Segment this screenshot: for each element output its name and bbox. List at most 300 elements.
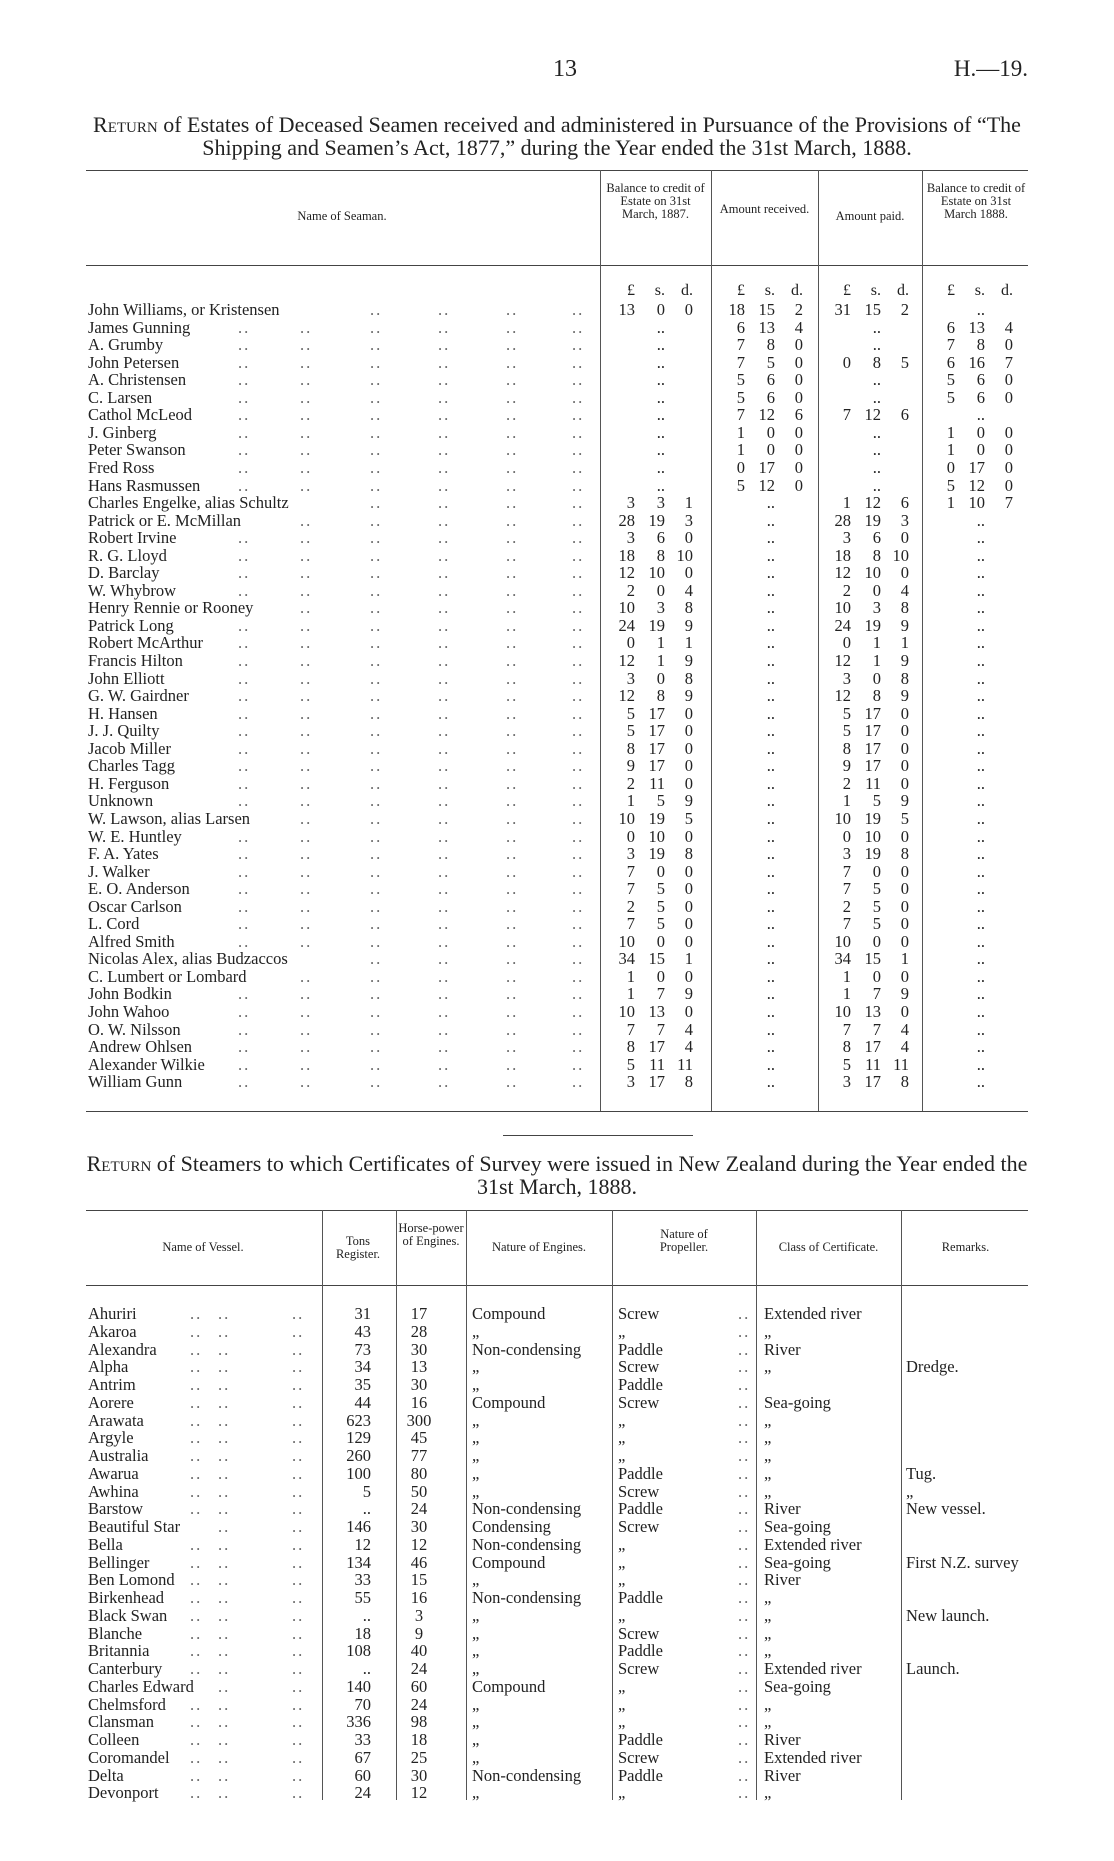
leader-dots: .. [218, 1730, 231, 1749]
balance-1888-value: .. [976, 668, 985, 688]
amount-paid-value: 1 [872, 633, 881, 653]
steamers-col-hp-header: Horse-power of Engines. [398, 1221, 464, 1248]
vessel-name: Argyle [88, 1428, 134, 1448]
balance-1887-value: 9 [684, 615, 693, 635]
leader-dots: .. [438, 1037, 451, 1057]
leader-dots: .. [292, 1676, 305, 1696]
table-row [0, 512, 1114, 530]
amount-paid-value: 3 [842, 1072, 851, 1092]
tons-register: 129 [346, 1428, 371, 1448]
amount-paid-value: 31 [834, 300, 851, 319]
table-row [0, 1554, 1114, 1572]
seaman-name: Henry Rennie or Rooney [88, 598, 254, 618]
amount-paid-value: 0 [900, 861, 909, 881]
amount-paid-value: 0 [900, 528, 909, 548]
table-row [0, 828, 1114, 846]
seaman-name: Unknown [88, 791, 154, 811]
table-row [0, 1465, 1114, 1483]
tons-register: 44 [354, 1392, 371, 1412]
nature-of-propeller: Paddle [618, 1339, 663, 1359]
balance-1887-value: 9 [684, 651, 693, 670]
table-row [0, 634, 1114, 652]
amount-paid-value: 17 [864, 1072, 881, 1092]
balance-1887-value: 0 [684, 703, 693, 723]
seaman-name: R. G. Lloyd [88, 545, 167, 565]
seaman-name: Oscar Carlson [88, 896, 182, 916]
leader-dots: .. [300, 387, 313, 407]
table-row [0, 617, 1114, 635]
leader-dots: .. [300, 510, 313, 530]
leader-dots: .. [506, 844, 519, 864]
remarks: New launch. [906, 1605, 990, 1625]
balance-1887-value: 18 [618, 545, 635, 565]
seaman-name: John Bodkin [88, 984, 172, 1004]
seaman-name: John Williams, or Kristensen [88, 300, 280, 319]
balance-1888-value: 0 [1004, 370, 1013, 390]
class-of-certificate: Extended river [764, 1534, 862, 1554]
balance-1887-value: .. [656, 440, 665, 460]
amount-paid-value: 0 [900, 931, 909, 951]
balance-1887-value: 0 [656, 966, 665, 986]
leader-dots: .. [300, 651, 313, 670]
nature-of-engines: „ [472, 1410, 480, 1430]
leader-dots: .. [506, 598, 519, 618]
currency-unit: s. [974, 282, 985, 299]
balance-1887-value: 7 [626, 879, 635, 899]
nature-of-engines: „ [472, 1463, 480, 1483]
balance-1887-value: 2 [626, 773, 635, 793]
seaman-name: W. E. Huntley [88, 826, 182, 846]
balance-1887-value: 0 [684, 896, 693, 916]
vessel-name: Blanche [88, 1623, 143, 1643]
table-row [0, 810, 1114, 828]
horse-power: 9 [414, 1623, 424, 1643]
leader-dots: .. [370, 896, 383, 916]
amount-paid-value: 2 [900, 300, 909, 319]
leader-dots: .. [438, 738, 451, 758]
leader-dots: .. [300, 966, 313, 986]
balance-1888-value: 7 [1004, 352, 1013, 372]
nature-of-propeller: „ [618, 1694, 626, 1714]
balance-1887-value: .. [656, 405, 665, 425]
vessel-name: Alpha [88, 1357, 129, 1377]
balance-1888-value: 13 [968, 317, 985, 337]
balance-1888-value: 6 [976, 370, 985, 390]
amount-paid-value: 19 [864, 808, 881, 828]
leader-dots: .. [506, 440, 519, 460]
amount-received-value: 5 [736, 475, 745, 495]
amount-received-value: 0 [766, 422, 775, 442]
leader-dots: .. [438, 861, 451, 881]
class-of-certificate: River [764, 1339, 801, 1359]
leader-dots: .. [218, 1623, 231, 1643]
leader-dots: .. [572, 580, 585, 600]
leader-dots: .. [738, 1357, 751, 1377]
amount-paid-value: 0 [872, 966, 881, 986]
table-row [0, 652, 1114, 670]
tons-register: 34 [354, 1357, 371, 1377]
leader-dots: .. [190, 1499, 203, 1519]
amount-received-value: .. [766, 773, 775, 793]
balance-1888-value: 7 [1004, 493, 1013, 513]
balance-1887-value: 3 [684, 510, 693, 530]
table-row [0, 389, 1114, 407]
horse-power: 77 [410, 1446, 428, 1465]
amount-paid-value: 5 [842, 721, 851, 741]
leader-dots: .. [300, 861, 313, 881]
leader-dots: .. [292, 1304, 305, 1323]
amount-paid-value: 0 [900, 1002, 909, 1021]
amount-received-value: .. [766, 1002, 775, 1021]
leader-dots: .. [190, 1552, 203, 1572]
balance-1888-value: .. [976, 1019, 985, 1039]
balance-1888-value: .. [976, 615, 985, 635]
balance-1888-value: 0 [1004, 335, 1013, 355]
amount-paid-value: 7 [842, 405, 851, 425]
table-row [0, 582, 1114, 600]
leader-dots: .. [218, 1783, 231, 1803]
balance-1887-value: .. [656, 387, 665, 407]
seaman-name: Robert Irvine [88, 528, 177, 548]
currency-unit: d. [681, 282, 693, 299]
leader-dots: .. [438, 791, 451, 811]
balance-1888-value: .. [976, 914, 985, 934]
leader-dots: .. [506, 879, 519, 899]
currency-unit: d. [1001, 282, 1013, 299]
balance-1887-value: 1 [626, 791, 635, 811]
leader-dots: .. [506, 563, 519, 583]
amount-paid-value: 19 [864, 844, 881, 864]
leader-dots: .. [370, 984, 383, 1004]
class-of-certificate: River [764, 1765, 801, 1785]
amount-received-value: 0 [794, 387, 803, 407]
balance-1888-value: .. [976, 405, 985, 425]
leader-dots: .. [738, 1552, 751, 1572]
leader-dots: .. [572, 686, 585, 706]
leader-dots: .. [572, 475, 585, 495]
table-row [0, 1358, 1114, 1376]
tons-register: 24 [354, 1783, 371, 1803]
table-row [0, 792, 1114, 810]
leader-dots: .. [292, 1641, 305, 1661]
balance-1887-value: .. [656, 335, 665, 355]
leader-dots: .. [370, 633, 383, 653]
balance-1887-value: 7 [656, 984, 665, 1004]
nature-of-propeller: „ [618, 1428, 626, 1448]
table-row [0, 1784, 1114, 1802]
balance-1888-value: .. [976, 563, 985, 583]
estates-col-balance1888-header: Balance to credit of Estate on 31st March 1888. [926, 181, 1026, 221]
balance-1887-value: 5 [626, 721, 635, 741]
amount-paid-value: 3 [872, 598, 881, 618]
leader-dots: .. [218, 1517, 231, 1536]
balance-1887-value: 0 [684, 826, 693, 846]
leader-dots: .. [190, 1659, 203, 1678]
leader-dots: .. [370, 528, 383, 548]
amount-paid-value: 7 [842, 1019, 851, 1039]
vessel-name: Arawata [88, 1410, 144, 1430]
leader-dots: .. [238, 633, 251, 653]
leader-dots: .. [300, 1054, 313, 1074]
nature-of-engines: „ [472, 1321, 480, 1341]
table-row [0, 1518, 1114, 1536]
balance-1887-value: 19 [648, 808, 665, 828]
amount-paid-value: 10 [892, 545, 909, 565]
amount-received-value: 12 [758, 475, 775, 495]
leader-dots: .. [370, 949, 383, 969]
leader-dots: .. [370, 651, 383, 670]
leader-dots: .. [292, 1339, 305, 1359]
balance-1888-value: 0 [976, 440, 985, 460]
tons-register: 73 [354, 1339, 371, 1359]
leader-dots: .. [438, 668, 451, 688]
leader-dots: .. [370, 826, 383, 846]
leader-dots: .. [572, 1072, 585, 1092]
amount-paid-value: 9 [900, 686, 909, 706]
tons-register: .. [362, 1605, 371, 1625]
balance-1887-value: 10 [618, 1002, 635, 1021]
leader-dots: .. [292, 1605, 305, 1625]
leader-dots: .. [572, 966, 585, 986]
leader-dots: .. [300, 756, 313, 776]
class-of-certificate: „ [764, 1463, 772, 1483]
leader-dots: .. [506, 493, 519, 513]
page-number: 13 [553, 56, 577, 82]
seaman-name: James Gunning [88, 317, 191, 337]
seaman-name: Robert McArthur [88, 633, 204, 653]
leader-dots: .. [238, 738, 251, 758]
amount-received-value: .. [766, 861, 775, 881]
balance-1888-value: .. [976, 826, 985, 846]
seaman-name: Charles Tagg [88, 756, 175, 776]
leader-dots: .. [370, 493, 383, 513]
leader-dots: .. [738, 1446, 751, 1465]
leader-dots: .. [238, 1054, 251, 1074]
tons-register: 100 [346, 1463, 371, 1483]
nature-of-propeller: Paddle [618, 1588, 663, 1607]
leader-dots: .. [506, 773, 519, 793]
amount-received-value: 7 [736, 335, 745, 355]
leader-dots: .. [190, 1712, 203, 1732]
leader-dots: .. [738, 1605, 751, 1625]
table-row [0, 1323, 1114, 1341]
leader-dots: .. [572, 370, 585, 390]
balance-1888-value: 6 [946, 352, 955, 372]
leader-dots: .. [190, 1392, 203, 1412]
class-of-certificate: Sea-going [764, 1517, 831, 1536]
balance-1887-value: 17 [648, 756, 665, 776]
balance-1887-value: 17 [648, 1072, 665, 1092]
amount-received-value: .. [766, 1019, 775, 1039]
leader-dots: .. [370, 510, 383, 530]
leader-dots: .. [218, 1410, 231, 1430]
leader-dots: .. [238, 352, 251, 372]
leader-dots: .. [238, 475, 251, 495]
leader-dots: .. [238, 686, 251, 706]
seaman-name: Patrick or E. McMillan [88, 510, 242, 530]
amount-received-value: .. [766, 966, 775, 986]
leader-dots: .. [506, 826, 519, 846]
leader-dots: .. [300, 405, 313, 425]
nature-of-engines: Compound [472, 1676, 546, 1696]
balance-1888-value: 0 [1004, 387, 1013, 407]
leader-dots: .. [370, 931, 383, 951]
nature-of-propeller: „ [618, 1446, 626, 1465]
table-row [0, 1696, 1114, 1714]
nature-of-propeller: „ [618, 1605, 626, 1625]
leader-dots: .. [238, 370, 251, 390]
leader-dots: .. [218, 1446, 231, 1465]
leader-dots: .. [238, 914, 251, 934]
nature-of-propeller: „ [618, 1534, 626, 1554]
seaman-name: F. A. Yates [88, 844, 159, 864]
leader-dots: .. [300, 475, 313, 495]
leader-dots: .. [370, 598, 383, 618]
amount-paid-value: 8 [872, 352, 881, 372]
leader-dots: .. [370, 966, 383, 986]
balance-1887-value: 8 [684, 844, 693, 864]
balance-1887-value: 3 [626, 493, 635, 513]
balance-1888-value: 0 [976, 422, 985, 442]
amount-received-value: .. [766, 844, 775, 864]
leader-dots: .. [292, 1623, 305, 1643]
balance-1888-value: .. [976, 300, 985, 319]
class-of-certificate: River [764, 1570, 801, 1590]
balance-1887-value: 8 [684, 598, 693, 618]
amount-paid-value: .. [872, 335, 881, 355]
class-of-certificate: „ [764, 1783, 772, 1803]
steamers-title-lead: Return [86, 1151, 152, 1176]
leader-dots: .. [438, 984, 451, 1004]
amount-paid-value: 5 [872, 791, 881, 811]
tons-register: 336 [346, 1712, 371, 1732]
seaman-name: C. Larsen [88, 387, 153, 407]
balance-1888-value: 0 [946, 457, 955, 477]
leader-dots: .. [438, 931, 451, 951]
leader-dots: .. [370, 405, 383, 425]
vessel-name: Akaroa [88, 1321, 137, 1341]
leader-dots: .. [218, 1499, 231, 1519]
leader-dots: .. [738, 1499, 751, 1519]
table-row [0, 1678, 1114, 1696]
amount-paid-value: 1 [900, 633, 909, 653]
remarks: „ [906, 1481, 914, 1501]
leader-dots: .. [506, 756, 519, 776]
balance-1887-value: 19 [648, 615, 665, 635]
seaman-name: Hans Rasmussen [88, 475, 201, 495]
class-of-certificate: Sea-going [764, 1392, 831, 1412]
leader-dots: .. [506, 457, 519, 477]
leader-dots: .. [438, 808, 451, 828]
remarks: Tug. [906, 1463, 937, 1483]
amount-paid-value: 10 [834, 1002, 851, 1021]
leader-dots: .. [190, 1694, 203, 1714]
horse-power: 13 [410, 1357, 428, 1377]
horse-power: 45 [410, 1428, 428, 1448]
leader-dots: .. [370, 773, 383, 793]
nature-of-engines: „ [472, 1641, 480, 1661]
leader-dots: .. [572, 949, 585, 969]
nature-of-engines: Non-condensing [472, 1534, 582, 1554]
leader-dots: .. [292, 1534, 305, 1554]
leader-dots: .. [300, 931, 313, 951]
leader-dots: .. [238, 563, 251, 583]
balance-1887-value: 8 [684, 1072, 693, 1092]
amount-paid-value: 18 [834, 545, 851, 565]
leader-dots: .. [438, 440, 451, 460]
leader-dots: .. [506, 1037, 519, 1057]
leader-dots: .. [218, 1339, 231, 1359]
tons-register: 33 [354, 1730, 371, 1749]
amount-paid-value: 4 [900, 1019, 909, 1039]
vessel-name: Awhina [88, 1481, 139, 1501]
balance-1887-value: 24 [618, 615, 635, 635]
estates-col-balance1887-header: Balance to credit of Estate on 31st March, 1887. [606, 181, 705, 221]
balance-1888-value: 1 [946, 422, 955, 442]
table-row [0, 1341, 1114, 1359]
amount-received-value: 12 [758, 405, 775, 425]
amount-received-value: 0 [794, 335, 803, 355]
leader-dots: .. [370, 1019, 383, 1039]
table-row [0, 1660, 1114, 1678]
leader-dots: .. [572, 528, 585, 548]
nature-of-engines: „ [472, 1623, 480, 1643]
amount-received-value: 0 [736, 457, 745, 477]
balance-1888-value: .. [976, 861, 985, 881]
balance-1887-value: 1 [684, 493, 693, 513]
balance-1888-value: .. [976, 1037, 985, 1057]
balance-1887-value: 8 [684, 668, 693, 688]
amount-paid-value: 8 [900, 668, 909, 688]
balance-1887-value: 3 [656, 598, 665, 618]
balance-1887-value: 2 [626, 896, 635, 916]
seaman-name: G. W. Gairdner [88, 686, 189, 706]
leader-dots: .. [238, 317, 251, 337]
amount-received-value: .. [766, 545, 775, 565]
nature-of-engines: „ [472, 1712, 480, 1732]
amount-received-value: 5 [736, 370, 745, 390]
leader-dots: .. [238, 879, 251, 899]
amount-paid-value: 10 [864, 563, 881, 583]
nature-of-propeller: „ [618, 1783, 626, 1803]
leader-dots: .. [238, 545, 251, 565]
balance-1887-value: 8 [656, 545, 665, 565]
balance-1887-value: 19 [648, 844, 665, 864]
balance-1888-value: .. [976, 651, 985, 670]
balance-1888-value: .. [976, 879, 985, 899]
amount-paid-value: 5 [872, 896, 881, 916]
balance-1888-value: .. [976, 756, 985, 776]
amount-paid-value: 0 [900, 721, 909, 741]
amount-received-value: .. [766, 563, 775, 583]
nature-of-propeller: „ [618, 1676, 626, 1696]
leader-dots: .. [190, 1481, 203, 1501]
leader-dots: .. [370, 457, 383, 477]
leader-dots: .. [292, 1499, 305, 1519]
table-row [0, 1731, 1114, 1749]
nature-of-propeller: „ [618, 1552, 626, 1572]
amount-paid-value: 8 [872, 686, 881, 706]
vessel-name: Birkenhead [88, 1588, 165, 1607]
leader-dots: .. [300, 580, 313, 600]
amount-paid-value: 7 [842, 861, 851, 881]
table-row [0, 705, 1114, 723]
horse-power: 24 [410, 1694, 428, 1714]
balance-1887-value: 1 [656, 633, 665, 653]
leader-dots: .. [190, 1410, 203, 1430]
amount-paid-value: 7 [872, 1019, 881, 1039]
class-of-certificate: „ [764, 1481, 772, 1501]
